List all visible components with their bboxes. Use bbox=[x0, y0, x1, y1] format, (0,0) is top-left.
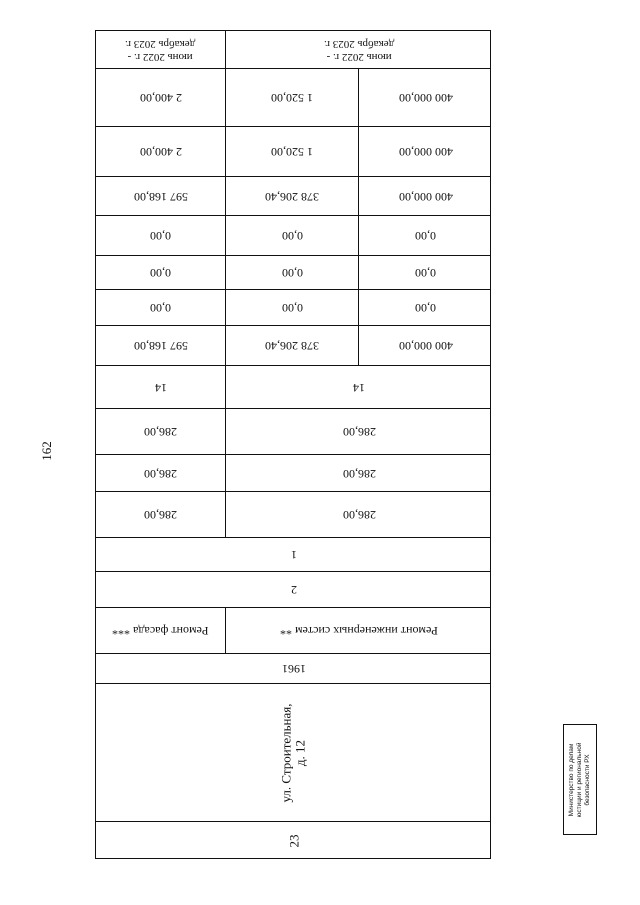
value-row-11 bbox=[96, 492, 490, 538]
value-cell: 286,00 bbox=[342, 508, 376, 522]
value-cell: 0,00 bbox=[415, 266, 436, 280]
value-cell: 286,00 bbox=[342, 425, 376, 439]
value-cell: 400 000,00 bbox=[398, 91, 453, 105]
value-row-9 bbox=[96, 409, 490, 455]
value-row-7 bbox=[96, 326, 490, 366]
value-cell: 0,00 bbox=[226, 216, 359, 255]
value-cell: 597 168,00 bbox=[96, 177, 226, 215]
stamp-line-2: юстиции и региональной bbox=[576, 741, 583, 818]
value-row-2 bbox=[96, 127, 490, 177]
value-cell: 0,00 bbox=[415, 229, 436, 243]
header-right-line-1: июнь 2022 г. - bbox=[326, 50, 392, 63]
number-row bbox=[96, 822, 490, 860]
value-cell: 1 520,00 bbox=[226, 69, 359, 126]
value-cell: 2 400,00 bbox=[96, 127, 226, 176]
address-line-1: ул. Строительная, bbox=[278, 702, 294, 803]
value-cell: 400 000,00 bbox=[398, 189, 453, 204]
header-period-right bbox=[226, 31, 492, 68]
value-cell: 0,00 bbox=[96, 290, 226, 325]
value-row-10 bbox=[96, 455, 490, 492]
value-cell: 1 bbox=[291, 548, 297, 562]
value-cell: 14 bbox=[96, 366, 226, 408]
value-cell: 0,00 bbox=[226, 290, 359, 325]
repair-type-row bbox=[96, 608, 490, 654]
stamp-line-3: безопасности РХ bbox=[584, 753, 591, 806]
header-right-line-2: декабрь 2023 г. bbox=[323, 37, 395, 50]
address-cell bbox=[96, 684, 492, 821]
value-cell: 400 000,00 bbox=[398, 145, 453, 159]
value-cell: 1 520,00 bbox=[226, 127, 359, 176]
value-cell: 286,00 bbox=[96, 409, 226, 454]
repair-engineering-cell: Ремонт инженерных систем ** bbox=[280, 624, 438, 638]
value-cell: 14 bbox=[353, 380, 365, 395]
value-cell: 286,00 bbox=[96, 492, 226, 537]
stamp-line-1: Министерство по делам bbox=[568, 743, 575, 816]
value-row-3 bbox=[96, 177, 490, 216]
header-period-left bbox=[96, 31, 226, 68]
data-table bbox=[95, 30, 491, 859]
value-row-12 bbox=[96, 538, 490, 572]
value-row-4 bbox=[96, 216, 490, 256]
address-row bbox=[96, 684, 490, 822]
value-row-13 bbox=[96, 572, 490, 608]
year-cell: 1961 bbox=[282, 662, 306, 676]
value-cell: 0,00 bbox=[96, 256, 226, 289]
value-cell: 286,00 bbox=[96, 455, 226, 491]
address-line-2: д. 12 bbox=[292, 739, 308, 766]
value-cell: 0,00 bbox=[415, 301, 436, 315]
value-row-6 bbox=[96, 290, 490, 326]
value-cell: 378 206,40 bbox=[226, 177, 359, 215]
value-cell: 2 bbox=[291, 583, 297, 597]
value-cell: 286,00 bbox=[342, 466, 376, 481]
header-row bbox=[96, 31, 490, 69]
value-row-1 bbox=[96, 69, 490, 127]
repair-facade-cell: Ремонт фасада *** bbox=[96, 608, 226, 653]
header-left-line-2: декабрь 2023 г. bbox=[125, 37, 196, 50]
year-row bbox=[96, 654, 490, 684]
page-number: 162 bbox=[39, 441, 54, 461]
value-row-5 bbox=[96, 256, 490, 290]
header-left-line-1: июнь 2022 г. - bbox=[128, 50, 193, 63]
value-cell: 378 206,40 bbox=[226, 326, 359, 365]
value-cell: 0,00 bbox=[226, 256, 359, 289]
value-row-8 bbox=[96, 366, 490, 409]
value-cell: 597 168,00 bbox=[96, 326, 226, 365]
value-cell: 2 400,00 bbox=[96, 69, 226, 126]
ministry-stamp bbox=[563, 724, 597, 835]
value-cell: 400 000,00 bbox=[398, 339, 453, 353]
value-cell: 0,00 bbox=[96, 216, 226, 255]
number-cell: 23 bbox=[286, 834, 301, 848]
